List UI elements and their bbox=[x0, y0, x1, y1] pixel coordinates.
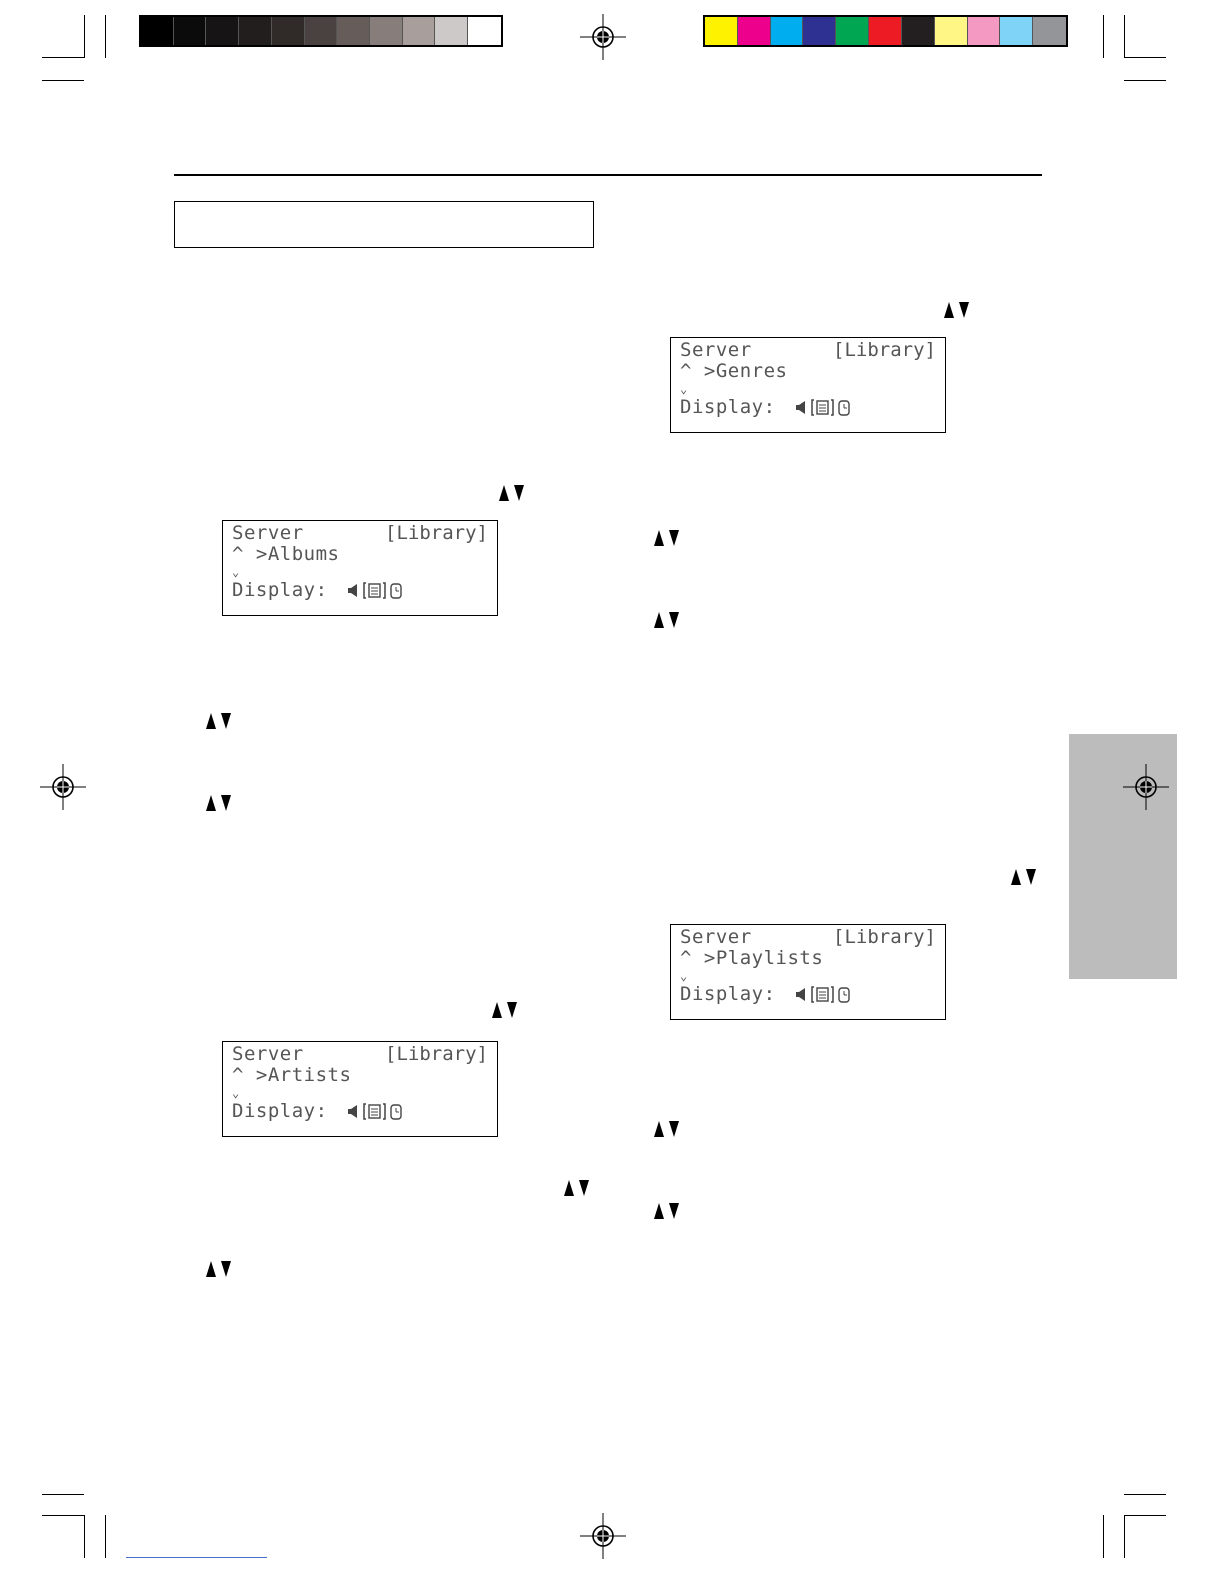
color-swatch bbox=[738, 17, 771, 45]
up-down-arrow-icon bbox=[206, 713, 231, 729]
registration-mark-icon bbox=[40, 764, 86, 810]
crop-mark bbox=[1124, 80, 1166, 81]
up-down-arrow-icon bbox=[499, 485, 524, 501]
color-swatch bbox=[705, 17, 738, 45]
grayscale-color-bar bbox=[139, 15, 503, 47]
lcd-menu-item: ^ >Albums bbox=[232, 543, 340, 565]
up-down-arrow-icon bbox=[1011, 869, 1036, 885]
crop-mark bbox=[105, 15, 106, 58]
lcd-screen-albums bbox=[222, 520, 498, 616]
lcd-source-label: Server bbox=[232, 522, 304, 544]
crop-mark bbox=[42, 1494, 84, 1495]
up-down-arrow-icon bbox=[564, 1180, 589, 1196]
color-swatch bbox=[435, 17, 468, 45]
color-swatch bbox=[174, 17, 207, 45]
lcd-status-icons bbox=[795, 399, 850, 416]
lcd-down-indicator: ⌄ bbox=[680, 969, 688, 983]
color-swatch bbox=[771, 17, 804, 45]
lcd-status-icons bbox=[795, 986, 850, 1003]
crop-mark bbox=[1103, 15, 1104, 58]
lcd-status-icons bbox=[347, 1103, 402, 1120]
crop-mark bbox=[42, 80, 84, 81]
header-rule bbox=[174, 174, 1042, 176]
color-swatch bbox=[935, 17, 968, 45]
list-icon bbox=[811, 399, 835, 416]
up-down-arrow-icon bbox=[944, 302, 969, 318]
lcd-library-tag: [Library] bbox=[385, 1043, 488, 1065]
color-swatch bbox=[272, 17, 305, 45]
lcd-display-label: Display: bbox=[232, 579, 328, 601]
color-swatch bbox=[370, 17, 403, 45]
color-swatch bbox=[206, 17, 239, 45]
lcd-library-tag: [Library] bbox=[385, 522, 488, 544]
up-down-arrow-icon bbox=[206, 1261, 231, 1277]
crop-mark bbox=[1124, 1515, 1125, 1558]
lcd-screen-playlists bbox=[670, 924, 946, 1020]
footer-underline bbox=[126, 1557, 267, 1558]
lcd-display-label: Display: bbox=[680, 396, 776, 418]
crop-mark bbox=[84, 1515, 85, 1558]
registration-mark-icon bbox=[580, 1513, 626, 1559]
lcd-display-label: Display: bbox=[680, 983, 776, 1005]
crop-mark bbox=[1124, 57, 1166, 58]
speaker-icon bbox=[795, 987, 808, 1002]
list-icon bbox=[811, 986, 835, 1003]
lcd-menu-item: ^ >Artists bbox=[232, 1064, 352, 1086]
clock-icon bbox=[838, 400, 850, 416]
registration-mark-icon bbox=[580, 14, 626, 60]
lcd-source-label: Server bbox=[232, 1043, 304, 1065]
up-down-arrow-icon bbox=[206, 795, 231, 811]
crop-mark bbox=[42, 1515, 84, 1516]
lcd-screen-genres bbox=[670, 337, 946, 433]
up-down-arrow-icon bbox=[654, 530, 679, 546]
lcd-down-indicator: ⌄ bbox=[232, 1086, 240, 1100]
crop-mark bbox=[105, 1515, 106, 1558]
clock-icon bbox=[390, 583, 402, 599]
lcd-menu-item: ^ >Genres bbox=[680, 360, 788, 382]
clock-icon bbox=[838, 987, 850, 1003]
crop-mark bbox=[42, 57, 84, 58]
color-swatch bbox=[239, 17, 272, 45]
color-swatch bbox=[869, 17, 902, 45]
color-swatch bbox=[141, 17, 174, 45]
crop-mark bbox=[1124, 1494, 1166, 1495]
crop-mark bbox=[1124, 1515, 1166, 1516]
clock-icon bbox=[390, 1104, 402, 1120]
color-swatch bbox=[468, 17, 501, 45]
up-down-arrow-icon bbox=[654, 1203, 679, 1219]
speaker-icon bbox=[795, 400, 808, 415]
lcd-status-icons bbox=[347, 582, 402, 599]
color-swatch bbox=[403, 17, 436, 45]
crop-mark bbox=[1124, 15, 1125, 58]
lcd-menu-item: ^ >Playlists bbox=[680, 947, 824, 969]
up-down-arrow-icon bbox=[654, 1121, 679, 1137]
up-down-arrow-icon bbox=[654, 612, 679, 628]
lcd-display-label: Display: bbox=[232, 1100, 328, 1122]
lcd-down-indicator: ⌄ bbox=[232, 565, 240, 579]
process-color-bar bbox=[703, 15, 1068, 47]
color-swatch bbox=[836, 17, 869, 45]
color-swatch bbox=[902, 17, 935, 45]
color-swatch bbox=[337, 17, 370, 45]
list-icon bbox=[363, 582, 387, 599]
lcd-library-tag: [Library] bbox=[833, 926, 936, 948]
lcd-screen-artists bbox=[222, 1041, 498, 1137]
registration-mark-icon bbox=[1123, 764, 1169, 810]
list-icon bbox=[363, 1103, 387, 1120]
lcd-down-indicator: ⌄ bbox=[680, 382, 688, 396]
color-swatch bbox=[1000, 17, 1033, 45]
color-swatch bbox=[305, 17, 338, 45]
crop-mark bbox=[1103, 1515, 1104, 1558]
speaker-icon bbox=[347, 583, 360, 598]
lcd-source-label: Server bbox=[680, 926, 752, 948]
lcd-source-label: Server bbox=[680, 339, 752, 361]
color-swatch bbox=[803, 17, 836, 45]
section-title-box bbox=[174, 201, 594, 248]
up-down-arrow-icon bbox=[492, 1002, 517, 1018]
color-swatch bbox=[968, 17, 1001, 45]
lcd-library-tag: [Library] bbox=[833, 339, 936, 361]
speaker-icon bbox=[347, 1104, 360, 1119]
color-swatch bbox=[1033, 17, 1066, 45]
crop-mark bbox=[84, 15, 85, 58]
